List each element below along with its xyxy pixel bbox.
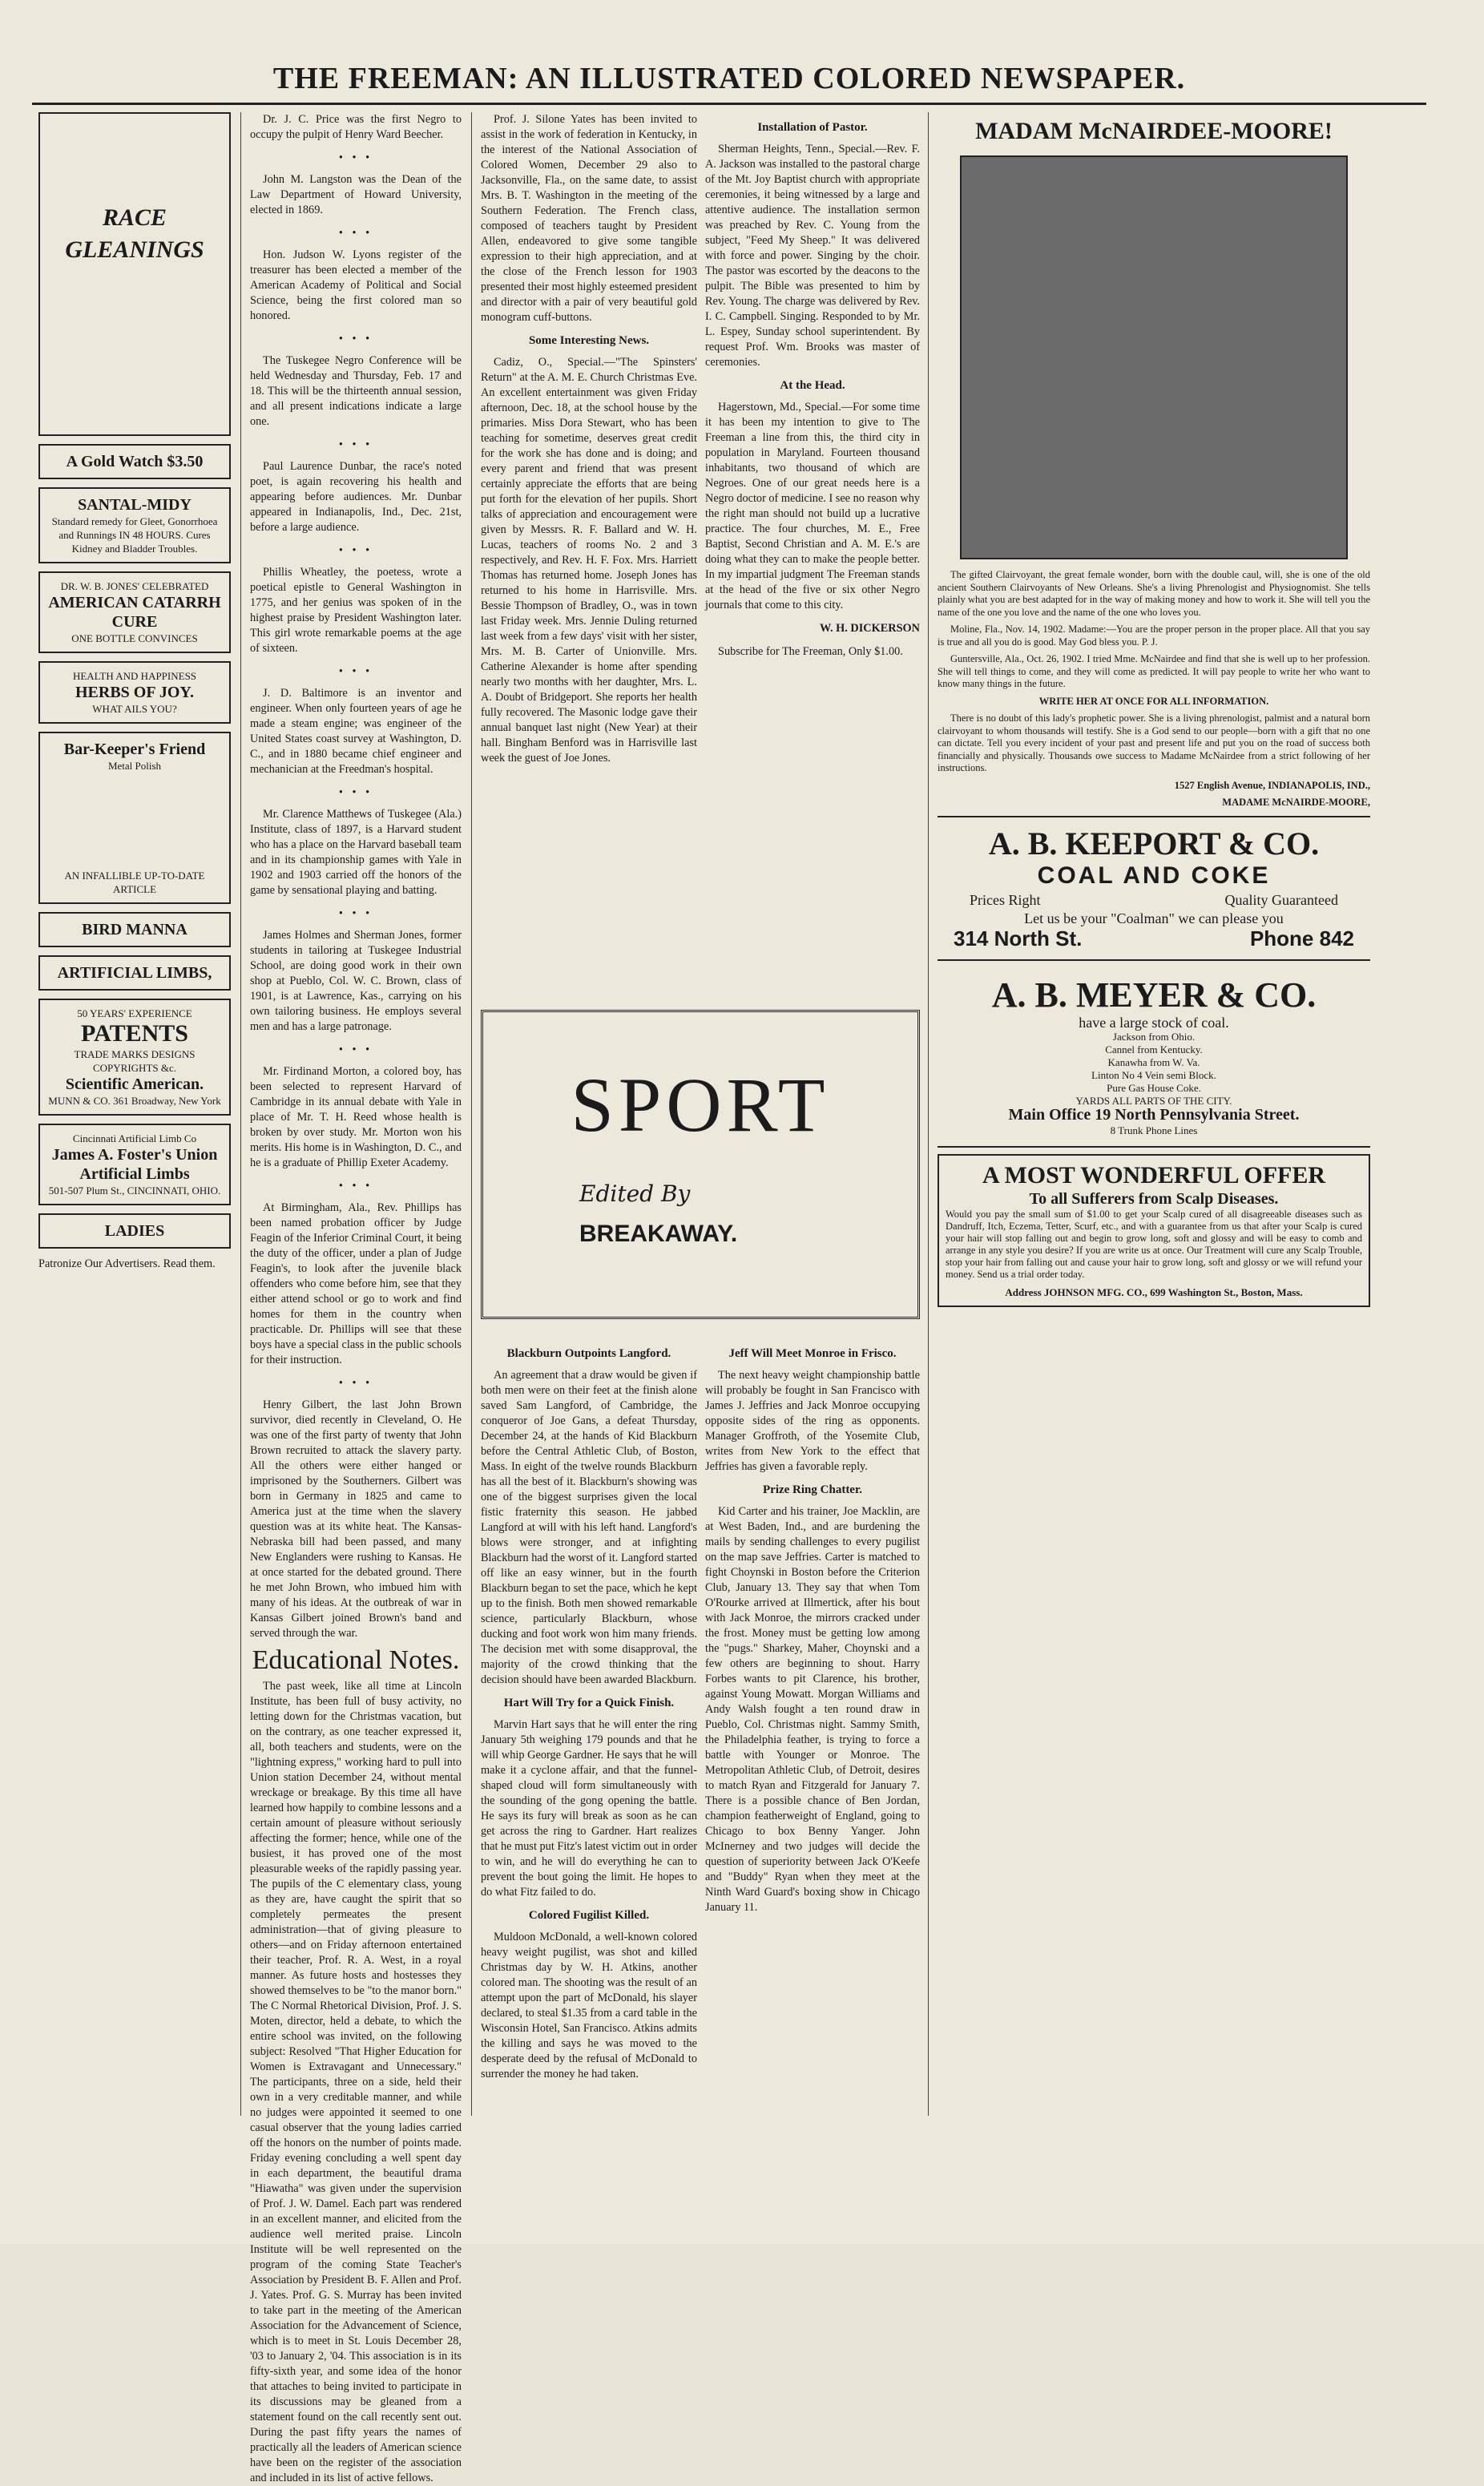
masthead-rule <box>32 103 1426 105</box>
keeport-street: 314 North St. <box>954 926 1083 950</box>
at-the-head-signature: W. H. DICKERSON <box>820 622 920 635</box>
column-divider <box>928 112 929 2116</box>
divider-stars: • • • <box>338 1377 373 1390</box>
keeport-name: A. B. KEEPORT & CO. <box>988 825 1320 862</box>
santal-ad-text: Standard remedy for Gleet, Gonorrhoea and Runnings IN 48 HOURS. Cures Kidney and Bladder Troubles. <box>51 515 218 555</box>
column-gleanings <box>250 112 462 2484</box>
divider-stars: • • • <box>338 151 373 164</box>
gleaning-item: Henry Gilbert, the last John Brown survivor, died recently in Cleveland, O. He was one of the first party of twenty that John Brown recruited to attack the slavery party. All the others were either hanged or imprisoned by the Southerners. Gilbert was born in Germany in 1825 and came to America just at the time when the slavery question was at its white heat. The Kansas-Nebraska bill had been passed, and many New Englanders were rushing to Kansas. He at once started for the debated ground. There he met John Brown, who imbued him with many of his ideas. At the outbreak of war in Kansas Gilbert joined Brown's band and served through the war. <box>250 1398 462 1640</box>
bird-manna-title: BIRD MANNA <box>82 921 188 938</box>
keeport-left: Prices Right <box>970 891 1041 908</box>
madam-address: 1527 English Avenue, INDIANAPOLIS, IND., <box>1174 779 1370 791</box>
keeport-slogan: Let us be your "Coalman" we can please you <box>1024 910 1284 926</box>
keeport-right: Quality Guaranteed <box>1224 891 1338 908</box>
divider-stars: • • • <box>338 1180 373 1193</box>
sport-title: SPORT <box>571 1062 830 1148</box>
ladies-ad <box>38 1213 231 1249</box>
wonderful-offer-ad <box>938 1154 1370 1307</box>
keeport-contact <box>938 926 1370 951</box>
some-news-body: Cadiz, O., Special.—"The Spinsters' Return" at the A. M. E. Church Christmas Eve. An excellent entertainment was given Friday afternoon, Dec. 18, at the school house by the primaries. Miss Dora Stewart, who has been teaching for sometime, deserves great credit for the work she has done and is doing; and every parent and friend that was present certainly appreciate the efforts that are being put forth for the elevation of her pupils. Short talks of appreciation and encouragement were given by Messrs. R. F. Ballard and W. H. Lucas, teachers of rooms No. 2 and 3 respectively, and Rev. H. F. Fox. Mrs. Harriett Thomas has returned home. Joseph Jones has returned to his home in Harrisville. Mrs. Bessie Thompson of Bradley, O., was in town last Friday week. Mrs. Jennie Duling returned last week from a few days' visit with her sister, Mrs. M. B. Carter of Unionville. Mrs. Catherine Alexander is home after spending nearly two months with her daughter, Mrs. L. A. Doubt of Bridgeport. She reports her health fully recovered. The Masonic lodge gave their annual banquet last night (New Year) at their hall. Bingham Benford was in Harrisville last week the guest of Joe Jones. <box>481 356 697 765</box>
foster-limbs-ad <box>38 1124 231 1205</box>
madam-letter: Moline, Fla., Nov. 14, 1902. Madame:—You are the proper person in the proper place. All that you say is true and all you do is good. May God bless you. P. J. <box>938 624 1370 648</box>
scientific-american-title: Scientific American. <box>65 1076 204 1093</box>
divider-stars: • • • <box>338 544 373 557</box>
barkeeper-ad <box>38 732 231 904</box>
gleaning-item: John M. Langston was the Dean of the Law Department of Howard University, elected in 1869. <box>250 173 462 216</box>
chatter-heading: Prize Ring Chatter. <box>763 1483 862 1496</box>
keeport-tags <box>938 890 1370 911</box>
meyer-line: Jackson from Ohio. <box>1112 1030 1196 1043</box>
madam-signature: MADAME McNAIRDE-MOORE, <box>1222 797 1370 808</box>
madam-intro: The gifted Clairvoyant, the great female wonder, born with the double caul, will, she is one of the old ancient Southern Clairvoyants of New Orleans. She's a living Phrenologist and Physiognomist. She tells plainly what you are best adapted for in the way of making money and how to work it. She will tell you the name of the one you love and the name of the one who loves you. <box>938 569 1370 618</box>
gleaning-item: Mr. Firdinand Morton, a colored boy, has been selected to represent Harvard of Cambridge in its annual debate with Yale in place of Mr. T. H. Reed whose health is broken by over study. Mr. Morton won his merits. His home is in Washington, D. C., and he is a graduate of Phillip Exeter Academy. <box>250 1065 462 1169</box>
at-the-head-heading: At the Head. <box>780 379 845 392</box>
patents-ad-sub: TRADE MARKS DESIGNS COPYRIGHTS &c. <box>74 1048 196 1074</box>
subscribe-line: Subscribe for The Freeman, Only $1.00. <box>718 645 903 658</box>
santal-ad-title: SANTAL-MIDY <box>78 496 192 514</box>
patents-ad <box>38 999 231 1116</box>
meyer-line: Pure Gas House Coke. <box>1107 1081 1201 1094</box>
divider-stars: • • • <box>338 438 373 451</box>
ladies-ad-title: LADIES <box>104 1222 165 1240</box>
sport-column-right <box>705 1338 920 2116</box>
race-gleanings-logo-text: RACE GLEANINGS <box>65 204 204 263</box>
meyer-line: Cannel from Kentucky. <box>1105 1043 1203 1055</box>
meyer-line: Linton No 4 Vein semi Block. <box>1091 1068 1216 1081</box>
at-the-head-body: Hagerstown, Md., Special.—For some time it has been my intention to give to The Freeman a line from this, the third city in population in Maryland. Fourteen thousand inhabitants, two thousand of which are Negroes. One of our great needs here is a Negro doctor of medicine. I see no reason why the right man should not build up a lucrative practice. The four churches, M. E., Free Baptist, Second Christian and A. M. E.'s are doing what they can to make the people better. In my impartial judgment The Freeman stands at the head of the five or six other Negro journals that come to this city. <box>705 401 920 611</box>
madam-portrait <box>960 155 1348 559</box>
chatter-body: Kid Carter and his trainer, Joe Macklin, are at West Baden, Ind., and are burdening the mails by sending challenges to every pugilist on the map save Jeffries. Carter is matched to fight Choynski in Boston before the Criterion Club, January 13. They say that when Tom O'Rourke arrived at Illmertick, after his bout with Jack Monroe, the mirrors cracked under the frost. Money must be getting low among the "pugs." Sharkey, Maher, Choynski and a few others are beginning to shout. Harry Forbes wants to pit Clarence, his brother, against Young Mowatt. Morgan Williams and Andy Walsh fought a ten round draw in Pueblo, Col. Christmas night. Sammy Smith, the Philadelphia feather, is trying to force a battle with Younger or Monroe. The Metropolitan Athletic Club, of Detroit, desires to match Ryan and Fitzgerald for January 7. There is a possible chance of Ben Jordan, champion featherweight of England, going to Chicago to box Benny Yanger. John McInerney and two judges will decide the question of superiority between Jack O'Keefe and "Buddy" Ryan when they meet at the Ninth Ward Guard's boxing show in Chicago January 11. <box>705 1505 920 1914</box>
race-gleanings-logo <box>38 112 231 436</box>
watch-ad <box>38 444 231 479</box>
divider-stars: • • • <box>338 907 373 920</box>
blackburn-heading: Blackburn Outpoints Langford. <box>506 1347 671 1360</box>
hart-body: Marvin Hart says that he will enter the ring January 5th weighing 179 pounds and that he will whip George Gardner. He says that he will make it a cyclone affair, and that the funnel-shaped cloud will form simultaneously with the sounding of the gong opening the battle. He says its fury will break as soon as he can get across the ring to Gardner. Hart realizes that he must put Fitz's latest victim out in order to win, and he will do everything he can to prevent the bout going the limit. He hopes to do what Fitz failed to do. <box>481 1718 697 1899</box>
herbs-ad-title: HERBS OF JOY. <box>75 684 194 701</box>
gleaning-item: The Tuskegee Negro Conference will be held Wednesday and Thursday, Feb. 17 and 18. This will be the thirteenth annual session, and all present indications indicate a large one. <box>250 354 462 428</box>
gleaning-item: Dr. J. C. Price was the first Negro to occupy the pulpit of Henry Ward Beecher. <box>250 113 462 141</box>
herbs-ad <box>38 661 231 724</box>
some-news-heading: Some Interesting News. <box>528 334 650 347</box>
column-divider <box>471 112 472 2116</box>
educational-notes-paragraph: Prof. J. Silone Yates has been invited to assist in the work of federation in Kentucky, in the interest of the National Association of Colored Women, December 29 also to Jacksonville, Fla., on the same date, to assist Mrs. B. T. Washington in the meeting of the Southern Federation. The French class, composed of teachers taught by President Allen, endeavored to give some tangible expression to their high appreciation, and at the close of the French lesson for 1903 presented their most highly esteemed president and director with a pair of very beautiful gold monogram cuff-buttons. <box>481 113 697 324</box>
meyer-name: A. B. MEYER & CO. <box>991 975 1317 1015</box>
catarrh-ad-pre: DR. W. B. JONES' CELEBRATED <box>60 580 209 592</box>
meyer-phones: 8 Trunk Phone Lines <box>1110 1124 1198 1136</box>
meyer-ad <box>938 967 1370 1148</box>
column-divider <box>240 112 241 2116</box>
meyer-line: Kanawha from W. Va. <box>1107 1055 1200 1068</box>
watch-ad-title: A Gold Watch $3.50 <box>66 453 204 470</box>
sport-frame <box>481 1010 920 1319</box>
column-left <box>38 112 231 2116</box>
monroe-body: The next heavy weight championship battle will probably be fought in San Francisco with James J. Jeffries and Jack Monroe occupying opposite sides of the ring as opponents. Manager Groffroth, of the Yosemite Club, writes from New York to the effect that Jeffries has given a favorable reply. <box>705 1369 920 1473</box>
hart-heading: Hart Will Try for a Quick Finish. <box>503 1697 675 1709</box>
masthead: THE FREEMAN: AN ILLUSTRATED COLORED NEWSPAPER. <box>272 62 1186 95</box>
educational-notes-heading: Educational Notes. <box>252 1645 460 1675</box>
foster-limbs-title: James A. Foster's Union Artificial Limbs <box>51 1146 218 1183</box>
madam-body: There is no doubt of this lady's prophetic power. She is a living phrenologist, palmist and a natural born clairvoyant to whom thousands will testify. She is a God send to our people—born with a gift that no one can dictate. Tell you every incident of your past and present life and put you on the road of success both financially and physically. Thousands owe success to Madame McNairdee from a strict following of her instructions. <box>938 712 1370 773</box>
gleaning-item: J. D. Baltimore is an inventor and engineer. When only fourteen years of age he made a steam engine; was engineer of the United States coast survey at Washington, D. C., and in 1880 became chief engineer and mechanician at the Freedman's hospital. <box>250 687 462 776</box>
catarrh-ad-sub: ONE BOTTLE CONVINCES <box>71 632 198 644</box>
divider-stars: • • • <box>338 786 373 799</box>
blackburn-body: An agreement that a draw would be given if both men were on their feet at the finish alone saved Sam Langford, of Cambridge, the conqueror of Joe Gans, a defeat Thursday, December 24, at the hands of Kid Blackburn before the Central Athletic Club, of Boston, Mass. In eight of the twelve rounds Blackburn has all the best of it. Blackburn's showing was one of the biggest surprises given the local fistic fraternity this season. He jabbed Langford at will with his left hand. Langford's blows were stronger, and at infighting Blackburn had the worst of it. Langford started off like an easy winner, but in the fourth Blackburn began to set the pace, which he kept up to the finish. Both men showed remarkable science, particularly Blackburn, whose ducking and foot work won him many friends. The decision met with some disapproval, the majority of the crowd thinking that the decision should have been awarded Blackburn. <box>481 1369 697 1686</box>
divider-stars: • • • <box>338 227 373 240</box>
killed-body: Muldoon McDonald, a well-known colored heavy weight pugilist, was shot and killed Christmas day by W. H. Atkins, another colored man. The shooting was the result of an attempt upon the part of McDonald, his slayer declared, to steal $1.35 from a card table in the Wisconsin Hotel, San Francisco. Atkins admits the killing and says he was moved to the desperate deed by the refusal of McDonald to surrender the money he had taken. <box>481 1931 697 2080</box>
sport-box <box>481 1010 920 1330</box>
installation-heading: Installation of Pastor. <box>757 121 868 134</box>
madam-heading: MADAM McNAIRDEE-MOORE! <box>975 118 1333 144</box>
cincinnati-limb-co: Cincinnati Artificial Limb Co <box>72 1132 197 1144</box>
barkeeper-illustration <box>46 773 223 869</box>
catarrh-ad <box>38 571 231 653</box>
patents-ad-exp: 50 YEARS' EXPERIENCE <box>77 1007 192 1019</box>
divider-stars: • • • <box>338 333 373 345</box>
keeport-ad <box>938 816 1370 961</box>
column-right <box>938 112 1370 2116</box>
meyer-line: YARDS ALL PARTS OF THE CITY. <box>1075 1094 1232 1107</box>
wonderful-body: Would you pay the small sum of $1.00 to get your Scalp cured of all disagreeable diseases such as Dandruff, Itch, Eczema, Tetter, Scurf, etc., and with a guarantee from us that after your Scalp is cured your hair will stop falling out and begin to grow long, soft and glossy and will be easy to comb and arrange in any style you desire? If you are write us at once. Our Treatment will cure any Scalp Trouble, stop your hair from falling out and cause your hair to grow long, soft and glossy or we will refund your money. Send us a trial order today. <box>946 1208 1362 1280</box>
patronize-line: Patronize Our Advertisers. Read them. <box>38 1257 216 1270</box>
meyer-office: Main Office 19 North Pennsylvania Street. <box>1008 1105 1300 1124</box>
installation-body: Sherman Heights, Tenn., Special.—Rev. F. A. Jackson was installed to the pastoral charge of the Mt. Joy Baptist church with appropriate ceremonies, it being witnessed by a large and attentive audience. The installation sermon was preached by Rev. C. Young from the subject, "Feed My Sheep." It was delivered with force and power. Singing by the choir. The pastor was escorted by the deacons to the pulpit. The Bible was presented to him by Rev. Young. The charge was delivered by Rev. I. C. Campbell. Singing. Responded to by Mr. L. Espey, Sunday school superintendent. By request Prof. Wm. Brooks was master of ceremonies. <box>705 143 920 369</box>
catarrh-ad-title: AMERICAN CATARRH CURE <box>48 594 221 631</box>
herbs-ad-question: WHAT AILS YOU? <box>92 703 177 715</box>
sport-editor: BREAKAWAY. <box>579 1221 738 1247</box>
divider-stars: • • • <box>338 665 373 678</box>
sport-column-left <box>481 1338 697 2116</box>
sport-edited: Edited By <box>579 1180 691 1207</box>
artificial-limbs-title: ARTIFICIAL LIMBS, <box>57 964 212 982</box>
gleaning-item: Hon. Judson W. Lyons register of the treasurer has been elected a member of the American Academy of Political and Social Science, being the first colored man so honored. <box>250 248 462 322</box>
gleaning-item: Paul Laurence Dunbar, the race's noted poet, is again recovering his health and appearing before audiences. Mr. Dunbar appeared in Indianapolis, Ind., Dec. 21st, before a large audience. <box>250 460 462 534</box>
gleaning-item: Phillis Wheatley, the poetess, wrote a poetical epistle to General Washington in 1775, and her genius was spoken of in the highest praise by President Washington later. This girl wrote remarkable poems at the age of sixteen. <box>250 566 462 655</box>
keeport-phone: Phone 842 <box>1249 926 1354 950</box>
foster-address: 501-507 Plum St., CINCINNATI, OHIO. <box>48 1184 221 1197</box>
meyer-tag: have a large stock of coal. <box>1079 1014 1229 1031</box>
santal-ad <box>38 487 231 563</box>
gleaning-item: At Birmingham, Ala., Rev. Phillips has been named probation officer by Judge Feagin of the Inferior Criminal Court, it being the duty of the officer, under a plan of Judge Feagin's, to look after the juvenile black offenders who come before him, see that they either attend school or go to work and find homes for them in the country when practicable. Dr. Phillips will see that these boys have a special class in the public schools for their instruction. <box>250 1201 462 1366</box>
madam-write-now: WRITE HER AT ONCE FOR ALL INFORMATION. <box>1038 695 1269 707</box>
barkeeper-ad-tag: AN INFALLIBLE UP-TO-DATE ARTICLE <box>64 870 205 895</box>
gleaning-item: James Holmes and Sherman Jones, former students in tailoring at Tuskegee Industrial School, are doing good work in their own shop at Pueblo, Col. W. C. Brown, class of 1901, is at Lawrence, Kas., carrying on his own tailoring business. He employs several men and has a large patronage. <box>250 929 462 1033</box>
educational-notes-paragraph: The past week, like all time at Lincoln Institute, has been full of busy activity, no letting down for the Christmas vacation, but on the contrary, as one teacher expressed it, all, both teachers and students, were on the "lightning express," working hard to pull into Union station December 24, without mental wreckage or breakage. By this time all have learned how happily to combine lessons and a certain amount of pleasure without seriously affecting the former; hence, while one of the busiest, it has proved one of the most pleasurable weeks of the rapidly passing year. The pupils of the C elementary class, young as they are, have caught the spirit that so completely permeates the present administration—that of giving pleasure to others—and on Friday afternoon entertained their teacher, Prof. R. A. West, in a royal manner. As future hosts and hostesses they showed themselves to be "to the manor born." The C Normal Rhetorical Division, Prof. J. S. Moten, director, held a debate, to which the entire school was invited, on the following subject: Resolved "That Higher Education for Women is Extravagant and Unnecessary." The participants, three on a side, held their own in a very creditable manner, and while no judges were appointed it seemed to one casual observer that the young ladies carried off the honors on the number of points made. Friday evening concluding a well spent day in each department, the beautiful drama "Hiawatha" was given under the supervision of Prof. J. W. Damel. Each part was rendered in an excellent manner, and elicited from the audience well merited praise. Lincoln Institute will be well represented on the program of the coming State Teacher's Association by President B. F. Allen and Prof. J. Yates. Prof. G. S. Murray has been invited to take part in the meeting of the American Association for the Advancement of Science, which is to meet in St. Louis December 28, '03 to January 2, '04. This association is in its fifty-sixth year, and some idea of the honor that attaches to being invited to participate in its discussions may be gleaned from a statement found on the call recently sent out. During the past fifty years the names of practically all the leaders of American science have been on the register of the association and included in its list of active fellows. <box>250 1680 462 2484</box>
barkeeper-ad-sub: Metal Polish <box>107 760 162 772</box>
wonderful-address: Address JOHNSON MFG. CO., 699 Washington St., Boston, Mass. <box>1005 1285 1303 1298</box>
wonderful-heading: A MOST WONDERFUL OFFER <box>982 1161 1326 1189</box>
keeport-product: COAL AND COKE <box>1037 862 1271 889</box>
barkeeper-ad-title: Bar-Keeper's Friend <box>63 741 206 758</box>
herbs-ad-pre: HEALTH AND HAPPINESS <box>72 670 197 682</box>
artificial-limbs-ad <box>38 955 231 991</box>
divider-stars: • • • <box>338 1043 373 1056</box>
monroe-heading: Jeff Will Meet Monroe in Frisco. <box>728 1347 897 1360</box>
patents-ad-title: PATENTS <box>81 1020 188 1047</box>
killed-heading: Colored Fugilist Killed. <box>528 1909 650 1922</box>
wonderful-sub: To all Sufferers from Scalp Diseases. <box>1029 1189 1279 1208</box>
munn-address: MUNN & CO. 361 Broadway, New York <box>48 1095 221 1107</box>
bird-manna-ad <box>38 912 231 947</box>
gleaning-item: Mr. Clarence Matthews of Tuskegee (Ala.) Institute, class of 1897, is a Harvard student who has a place on the Harvard baseball team and in its championship games with Yale in 1902 and 1903 carried off the honors of the game by sensational playing and batting. <box>250 808 462 897</box>
madam-letter: Guntersville, Ala., Oct. 26, 1902. I tried Mme. McNairdee and find that she is well up to her profession. She will tell things to come, and they will come as predicted. It will pay people to write her who want to know many things in the future. <box>938 653 1370 689</box>
